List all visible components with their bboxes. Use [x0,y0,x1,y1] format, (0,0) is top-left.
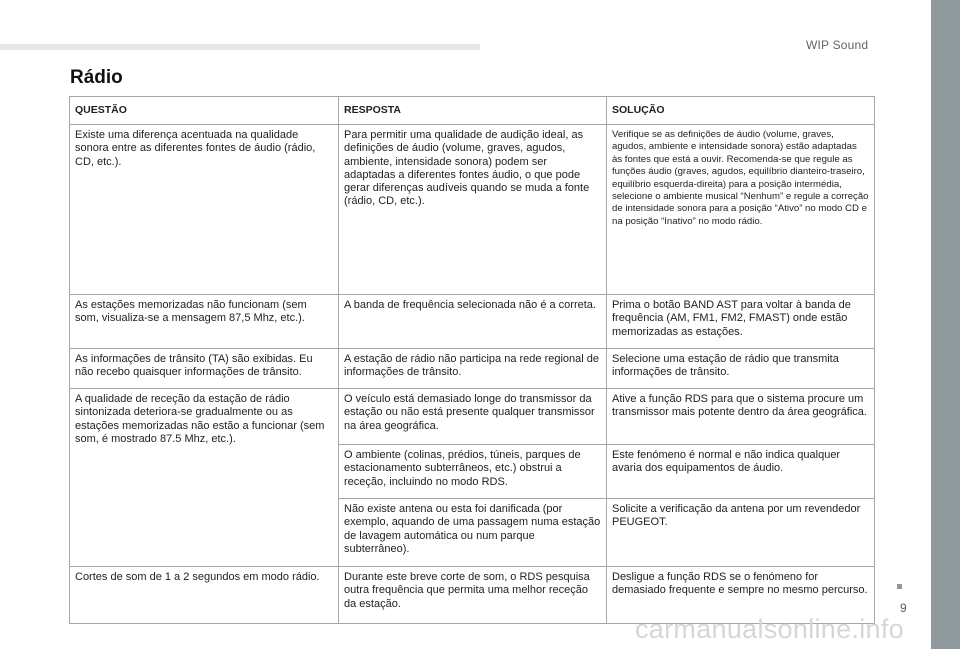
answer-cell: Não existe antena ou esta foi danificada (por exemplo, aquando de uma passagem numa estação de lavagem automática ou num parque subterrâneo). [339,499,607,567]
question-cell: As informações de trânsito (TA) são exibidas. Eu não recebo quaisquer informações de trânsito. [70,349,339,389]
header-answer: RESPOSTA [339,97,607,125]
page-marker-square [897,584,902,589]
troubleshooting-table [69,96,875,624]
page-title: Rádio [70,67,123,88]
answer-cell: O veículo está demasiado longe do transmissor da estação ou não está presente qualquer transmissor na área geográfica. [339,389,607,445]
question-cell: Cortes de som de 1 a 2 segundos em modo rádio. [70,567,339,624]
header-rule [0,44,480,50]
answer-cell: A estação de rádio não participa na rede regional de informações de trânsito. [339,349,607,389]
solution-cell: Prima o botão BAND AST para voltar à banda de frequência (AM, FM1, FM2, FMAST) onde estão memorizadas as estações. [607,295,875,349]
solution-cell: Ative a função RDS para que o sistema procure um transmissor mais potente dentro da área geográfica. [607,389,875,445]
page-number: 9 [900,601,907,615]
table-row [70,389,875,445]
question-cell: A qualidade de receção da estação de rádio sintonizada deteriora-se gradualmente ou as estações memorizadas não estão a funcionar (sem som, é mostrado 87.5 Mhz, etc.). [70,389,339,567]
solution-cell: Verifique se as definições de áudio (volume, graves, agudos, ambiente e intensidade sonora) estão adaptadas às fontes que está a ouvir. Recomenda-se que regule as funções áudio (graves, agudos, equilíbrio dianteiro-traseiro, equilíbrio esquerda-direita) para a posição intermédia, selecione o ambiente musical “Nenhum” e regule a correção de intensidade sonora para a posição “Ativo” no modo CD e na posição “Inativo” no modo rádio. [607,125,875,295]
solution-cell: Este fenómeno é normal e não indica qualquer avaria dos equipamentos de áudio. [607,445,875,499]
answer-cell: A banda de frequência selecionada não é a correta. [339,295,607,349]
answer-cell: Para permitir uma qualidade de audição ideal, as definições de áudio (volume, graves, agudos, ambiente, intensidade sonora) podem ser adaptadas a diferentes fontes áudio, o que pode gerar diferenças audíveis quando se muda a fonte (rádio, CD, etc.). [339,125,607,295]
table-header-row [70,97,875,125]
solution-cell: Desligue a função RDS se o fenómeno for demasiado frequente e sempre no mesmo percurso. [607,567,875,624]
header-solution: SOLUÇÃO [607,97,875,125]
section-label: WIP Sound [806,38,869,52]
header-question: QUESTÃO [70,97,339,125]
question-cell: Existe uma diferença acentuada na qualidade sonora entre as diferentes fontes de áudio (rádio, CD, etc.). [70,125,339,295]
side-tab-bar [931,0,960,649]
answer-cell: O ambiente (colinas, prédios, túneis, parques de estacionamento subterrâneos, etc.) obstrui a receção, incluindo no modo RDS. [339,445,607,499]
table-row [70,295,875,349]
table-row [70,349,875,389]
question-cell: As estações memorizadas não funcionam (sem som, visualiza-se a mensagem 87,5 Mhz, etc.). [70,295,339,349]
answer-cell: Durante este breve corte de som, o RDS pesquisa outra frequência que permita uma melhor receção da estação. [339,567,607,624]
solution-cell: Selecione uma estação de rádio que transmita informações de trânsito. [607,349,875,389]
table-row [70,125,875,295]
watermark: carmanualsonline.info [635,614,904,644]
solution-cell: Solicite a verificação da antena por um revendedor PEUGEOT. [607,499,875,567]
